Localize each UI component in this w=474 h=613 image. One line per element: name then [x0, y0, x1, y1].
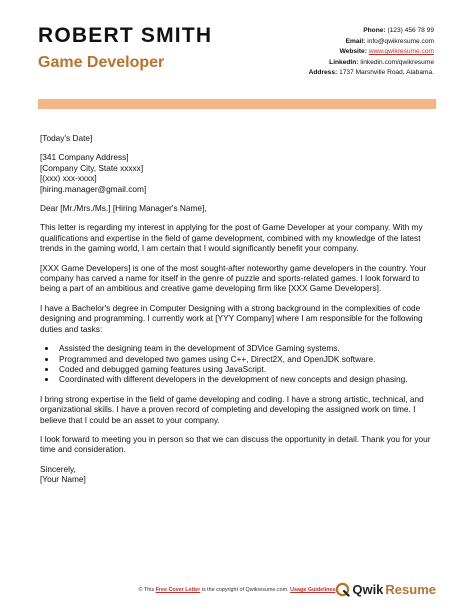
list-item: • Coded and debugged gaming features using JavaScript. [57, 364, 440, 374]
job-title: Game Developer [38, 54, 165, 71]
list-item: • Programmed and developed two games using C++, Direct2X, and OpenJDK software. [57, 354, 440, 364]
recipient-line: [341 Company Address] [40, 152, 129, 163]
address-value: 1737 Marshville Road, Alabama. [339, 69, 434, 77]
list-item: • Assisted the designing team in the development of 3DVice Gaming systems. [57, 343, 440, 353]
contact-block [309, 26, 434, 79]
logo-text-qwik: Qwik [352, 582, 384, 597]
usage-guidelines-link[interactable]: Usage Guidelines [290, 587, 336, 593]
signature: [Your Name] [40, 474, 86, 485]
recipient-line: [(xxx) xxx-xxxx] [40, 173, 97, 184]
letter-body [40, 133, 440, 485]
paragraph: [XXX Game Developers] is one of the most sought-after noteworthy game developers in the country. Your company has carved a name for itself in the genre of puzzle and sports-related games. I look forward to being a part of an ambitious and creative game developing firm like [XXX Game Developers]. [40, 262, 427, 294]
recipient-line: [Company City, State xxxxx] [40, 162, 144, 173]
closing-block [40, 464, 440, 485]
list-item: • Coordinated with different developers in the development of new concepts and design phasing. [57, 374, 440, 384]
letter-date: [Today's Date] [40, 133, 93, 143]
paragraph: I look forward to meeting you in person so that we can discuss the opportunity in detail. Thank you for your time and consideration. [40, 433, 431, 455]
header-divider [38, 99, 436, 109]
footer-prefix: © This [138, 587, 156, 593]
linkedin-value: linkedin.com/qwikresume [360, 58, 434, 66]
phone-value: (123) 456 78 99 [387, 27, 434, 34]
free-cover-letter-link[interactable]: Free Cover Letter [155, 587, 201, 593]
website-link[interactable]: www.qwikresume.com [368, 48, 434, 56]
email-value: info@qwikresume.com [367, 37, 434, 45]
email-label: Email: [345, 37, 366, 45]
qwikresume-logo [335, 582, 436, 597]
contact-linkedin [309, 58, 434, 69]
contact-email [309, 37, 434, 48]
paragraph: I bring strong expertise in the field of game developing and coding. I have a strong artistic, technical, and organizational skills. I have a proven record of completing and developing the assigned work on time. I believe that I could be an asset to your company. [40, 393, 424, 425]
candidate-name: ROBERT SMITH [38, 24, 213, 47]
contact-address [309, 68, 434, 79]
contact-phone [309, 26, 434, 37]
duties-list [40, 343, 440, 385]
paragraph: This letter is regarding my interest in applying for the post of Game Developer at your company. With my qualifications and expertise in the field of game development, combined with my knowledge of the latest trends in the gaming world, I am certain that I would significantly benefit your company. [40, 222, 423, 254]
salutation: Dear [Mr./Mrs./Ms.] [Hiring Manager's Name], [40, 203, 207, 214]
logo-text-resume: Resume [385, 582, 436, 597]
recipient-block [40, 152, 440, 194]
q-logo-icon [335, 582, 350, 597]
footer-middle: is the copyright of Qwikresume.com. [200, 587, 291, 593]
contact-website [309, 47, 434, 58]
recipient-line: [hiring.manager@gmail.com] [40, 183, 147, 194]
linkedin-label: LinkedIn: [329, 58, 359, 66]
paragraph: I have a Bachelor's degree in Computer Designing with a strong background in the complexities of code designing and programming. I currently work at [YYY Company] where I am responsible for the following duties and tasks: [40, 302, 423, 334]
website-label: Website: [339, 48, 367, 56]
phone-label: Phone: [363, 27, 386, 34]
closing: Sincerely, [40, 463, 76, 474]
address-label: Address: [308, 69, 338, 77]
